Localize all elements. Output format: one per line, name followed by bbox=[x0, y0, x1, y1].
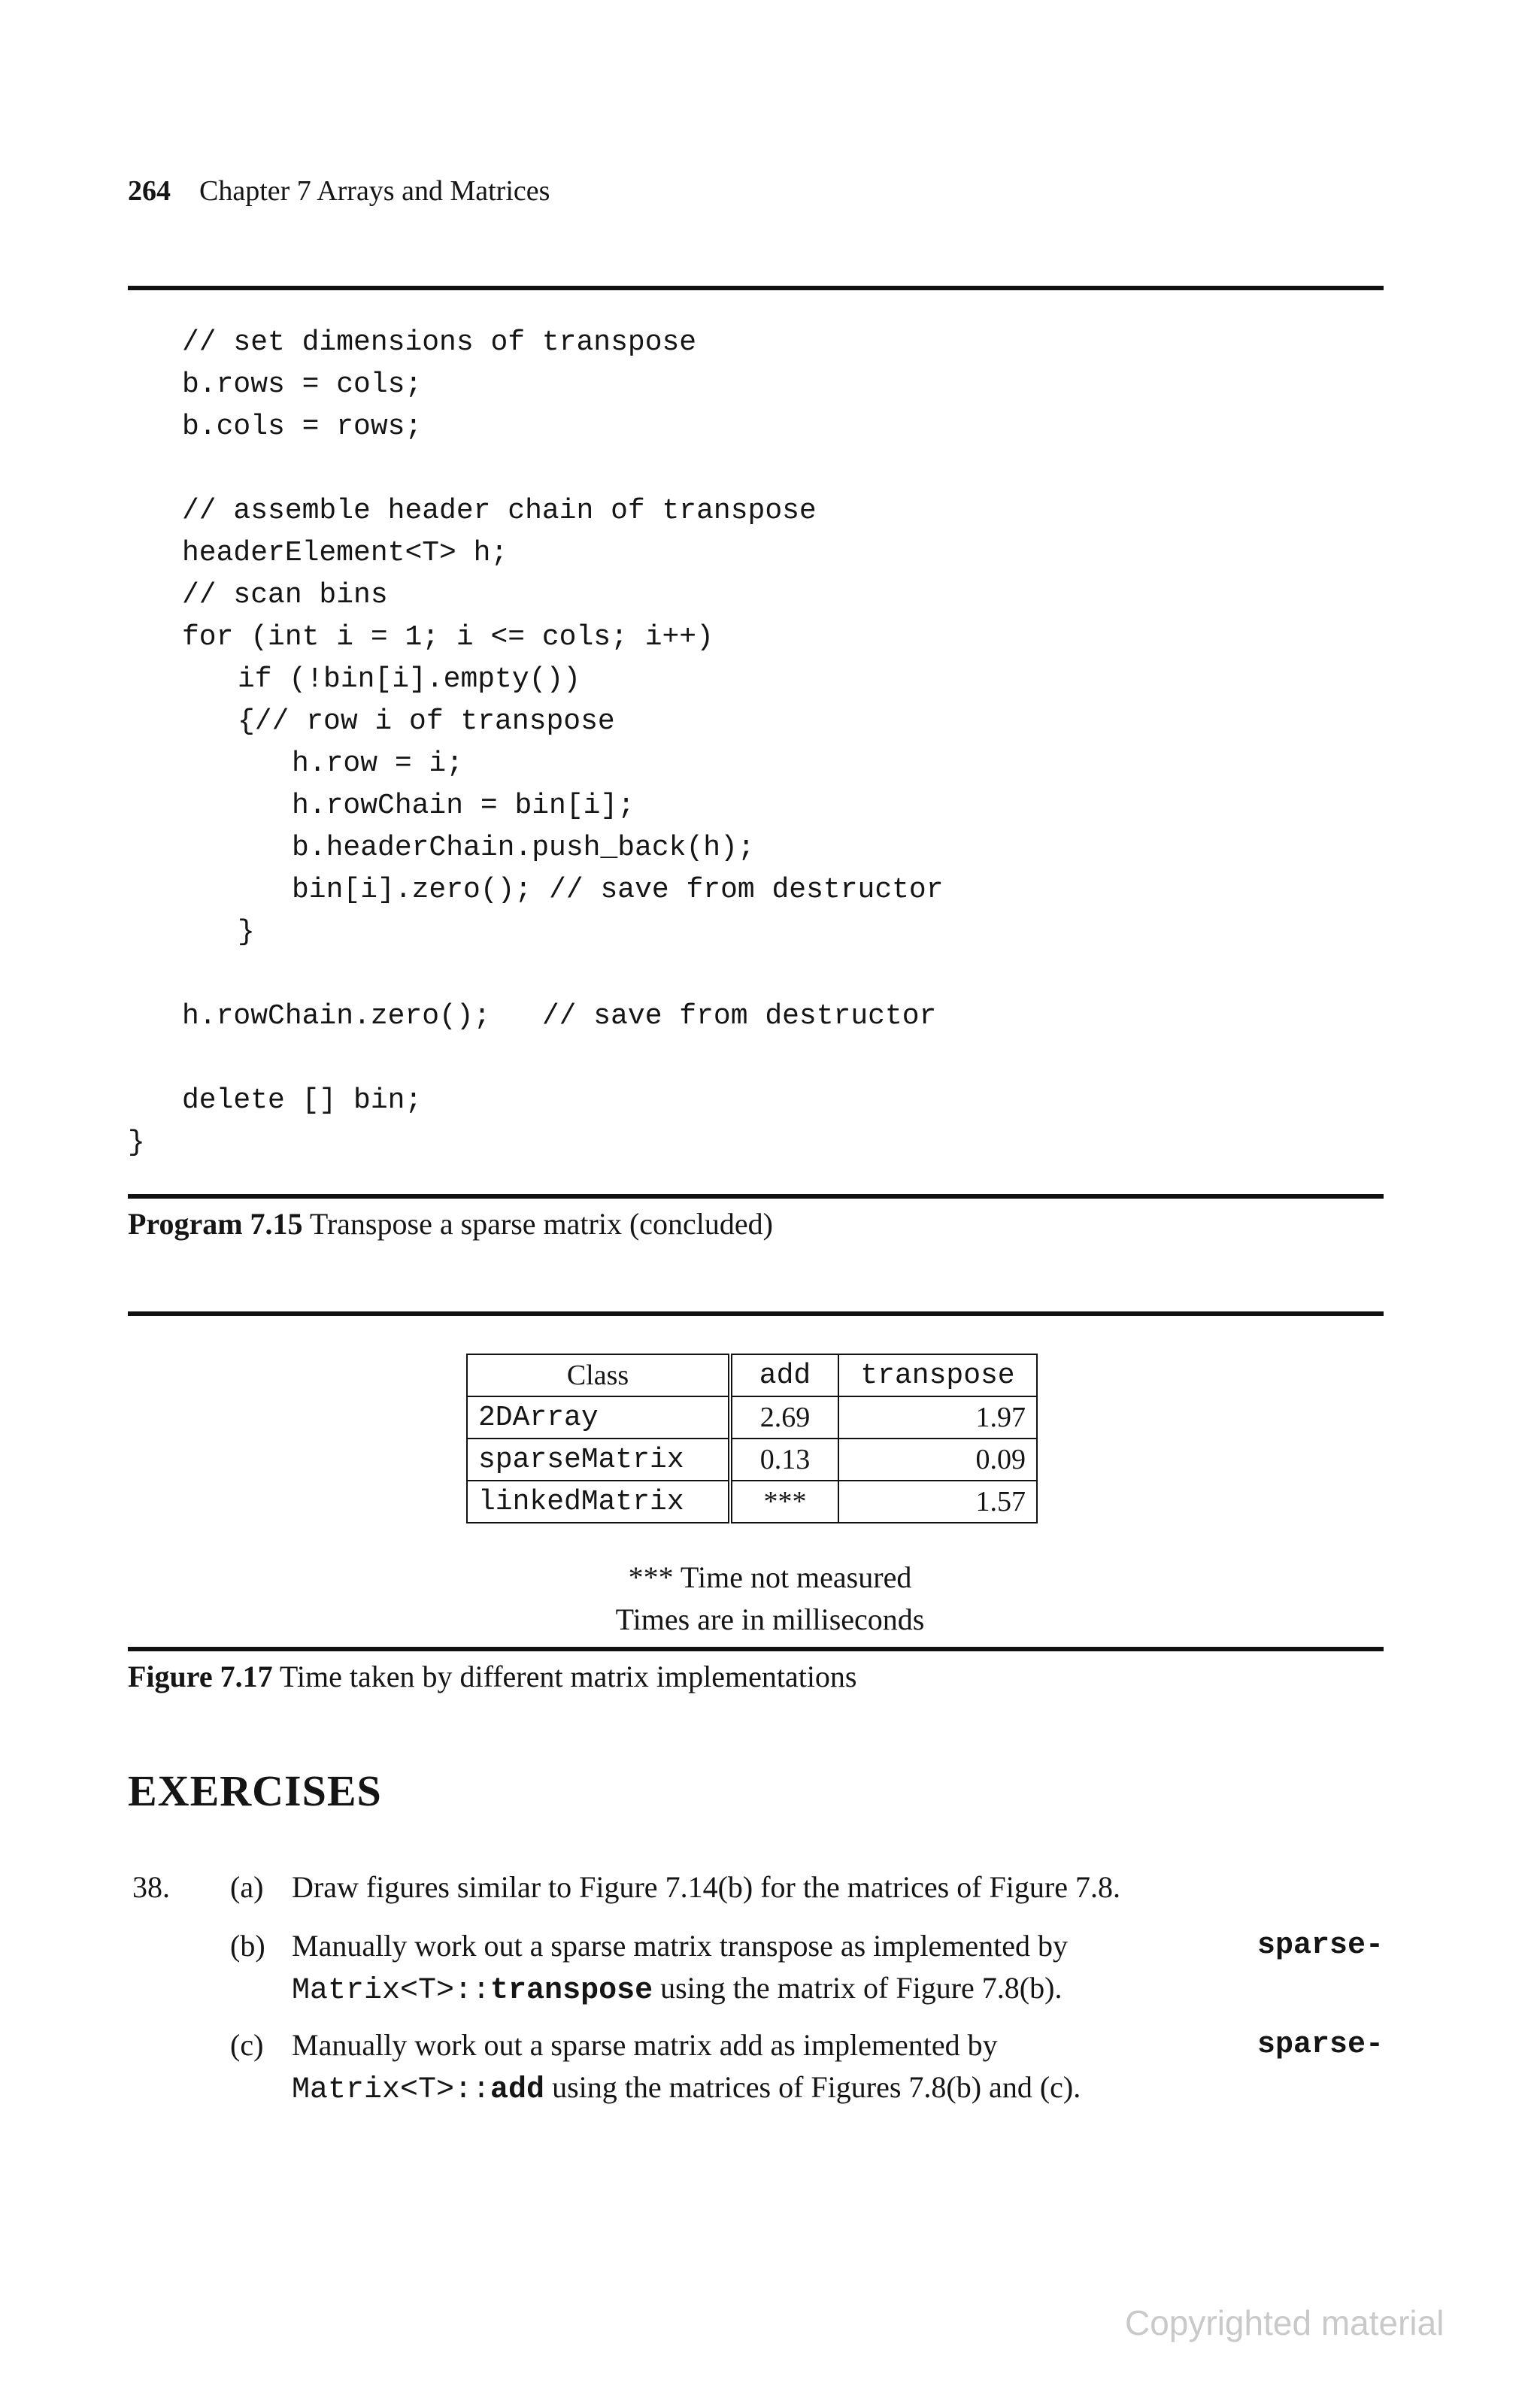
table-row bbox=[467, 1481, 1037, 1523]
code-line: delete [] bin; bbox=[182, 1084, 423, 1117]
code-line: } bbox=[128, 1126, 145, 1159]
code-line: if (!bin[i].empty()) bbox=[238, 663, 581, 696]
table-row bbox=[467, 1396, 1037, 1439]
copyright-watermark: Copyrighted material bbox=[1125, 2303, 1445, 2342]
exercise-b-code: transpose bbox=[490, 1974, 653, 2008]
code-line: // assemble header chain of transpose bbox=[182, 495, 817, 527]
code-line: b.headerChain.push_back(h); bbox=[292, 832, 755, 864]
exercise-a-text: Draw figures similar to Figure 7.14(b) for the matrices of Figure 7.8. bbox=[292, 1870, 1120, 1904]
top-rule bbox=[128, 286, 1384, 290]
table-header-row bbox=[467, 1354, 1037, 1396]
figure-caption-text: Time taken by different matrix implementations bbox=[279, 1660, 857, 1693]
figure-label: Figure 7.17 bbox=[128, 1660, 273, 1693]
code-line: h.rowChain.zero(); // save from destructor bbox=[182, 1000, 937, 1032]
table-cell: *** bbox=[730, 1481, 838, 1523]
exercise-c-body bbox=[292, 2024, 1384, 2112]
program-label: Program 7.15 bbox=[128, 1207, 303, 1241]
exercise-c-code: add bbox=[490, 2073, 545, 2107]
exercise-b-code: Matrix<T>:: bbox=[292, 1974, 491, 2008]
table-cell: 1.57 bbox=[838, 1481, 1037, 1523]
header-transpose: transpose bbox=[838, 1354, 1037, 1396]
code-line: headerElement<T> h; bbox=[182, 537, 508, 569]
chapter-title: Chapter 7 Arrays and Matrices bbox=[199, 175, 550, 207]
table-row bbox=[467, 1439, 1037, 1481]
code-line: bin[i].zero(); // save from destructor bbox=[292, 874, 944, 906]
program-caption bbox=[128, 1206, 773, 1241]
table-cell: sparseMatrix bbox=[467, 1439, 730, 1481]
exercise-b-body bbox=[292, 1925, 1384, 2012]
exercise-b-text: using the matrix of Figure 7.8(b). bbox=[660, 1971, 1063, 2005]
code-line: } bbox=[238, 916, 255, 948]
exercise-c-code: sparse- bbox=[1257, 2028, 1384, 2062]
header-add: add bbox=[730, 1354, 838, 1396]
exercises-heading: EXERCISES bbox=[128, 1766, 382, 1815]
exercise-c-label: (c) bbox=[230, 2028, 264, 2062]
code-line: b.cols = rows; bbox=[182, 411, 423, 443]
code-line: for (int i = 1; i <= cols; i++) bbox=[182, 621, 714, 653]
program-caption-text: Transpose a sparse matrix (concluded) bbox=[309, 1207, 773, 1241]
table-note: Times are in milliseconds bbox=[615, 1602, 925, 1636]
exercise-number: 38. bbox=[132, 1870, 170, 1904]
code-line: // scan bins bbox=[182, 579, 388, 611]
code-line: h.row = i; bbox=[292, 747, 464, 780]
figure-top-rule bbox=[128, 1311, 1384, 1316]
header-class: Class bbox=[467, 1354, 730, 1396]
code-line: // set dimensions of transpose bbox=[182, 326, 697, 359]
code-line: b.rows = cols; bbox=[182, 368, 423, 401]
table-cell: 0.09 bbox=[838, 1439, 1037, 1481]
exercise-c-text: using the matrices of Figures 7.8(b) and (c). bbox=[552, 2070, 1081, 2104]
exercise-a-label: (a) bbox=[230, 1870, 264, 1904]
code-line: h.rowChain = bin[i]; bbox=[292, 790, 635, 822]
exercise-b-text: Manually work out a sparse matrix transpose as implemented by bbox=[292, 1929, 1068, 1963]
figure-bottom-rule bbox=[128, 1647, 1384, 1651]
timing-table bbox=[466, 1354, 1038, 1523]
table-cell: 2DArray bbox=[467, 1396, 730, 1439]
figure-caption bbox=[128, 1659, 857, 1694]
table-cell: linkedMatrix bbox=[467, 1481, 730, 1523]
table-note: *** Time not measured bbox=[628, 1560, 912, 1594]
exercise-c-code: Matrix<T>:: bbox=[292, 2073, 491, 2107]
table-cell: 1.97 bbox=[838, 1396, 1037, 1439]
running-head bbox=[128, 174, 550, 208]
exercise-b-label: (b) bbox=[230, 1929, 265, 1963]
page-number: 264 bbox=[128, 175, 171, 207]
table-cell: 2.69 bbox=[730, 1396, 838, 1439]
exercise-c-text: Manually work out a sparse matrix add as implemented by bbox=[292, 2028, 998, 2062]
exercise-b-code: sparse- bbox=[1257, 1929, 1384, 1963]
program-rule bbox=[128, 1194, 1384, 1199]
table-cell: 0.13 bbox=[730, 1439, 838, 1481]
code-line: {// row i of transpose bbox=[238, 705, 615, 738]
